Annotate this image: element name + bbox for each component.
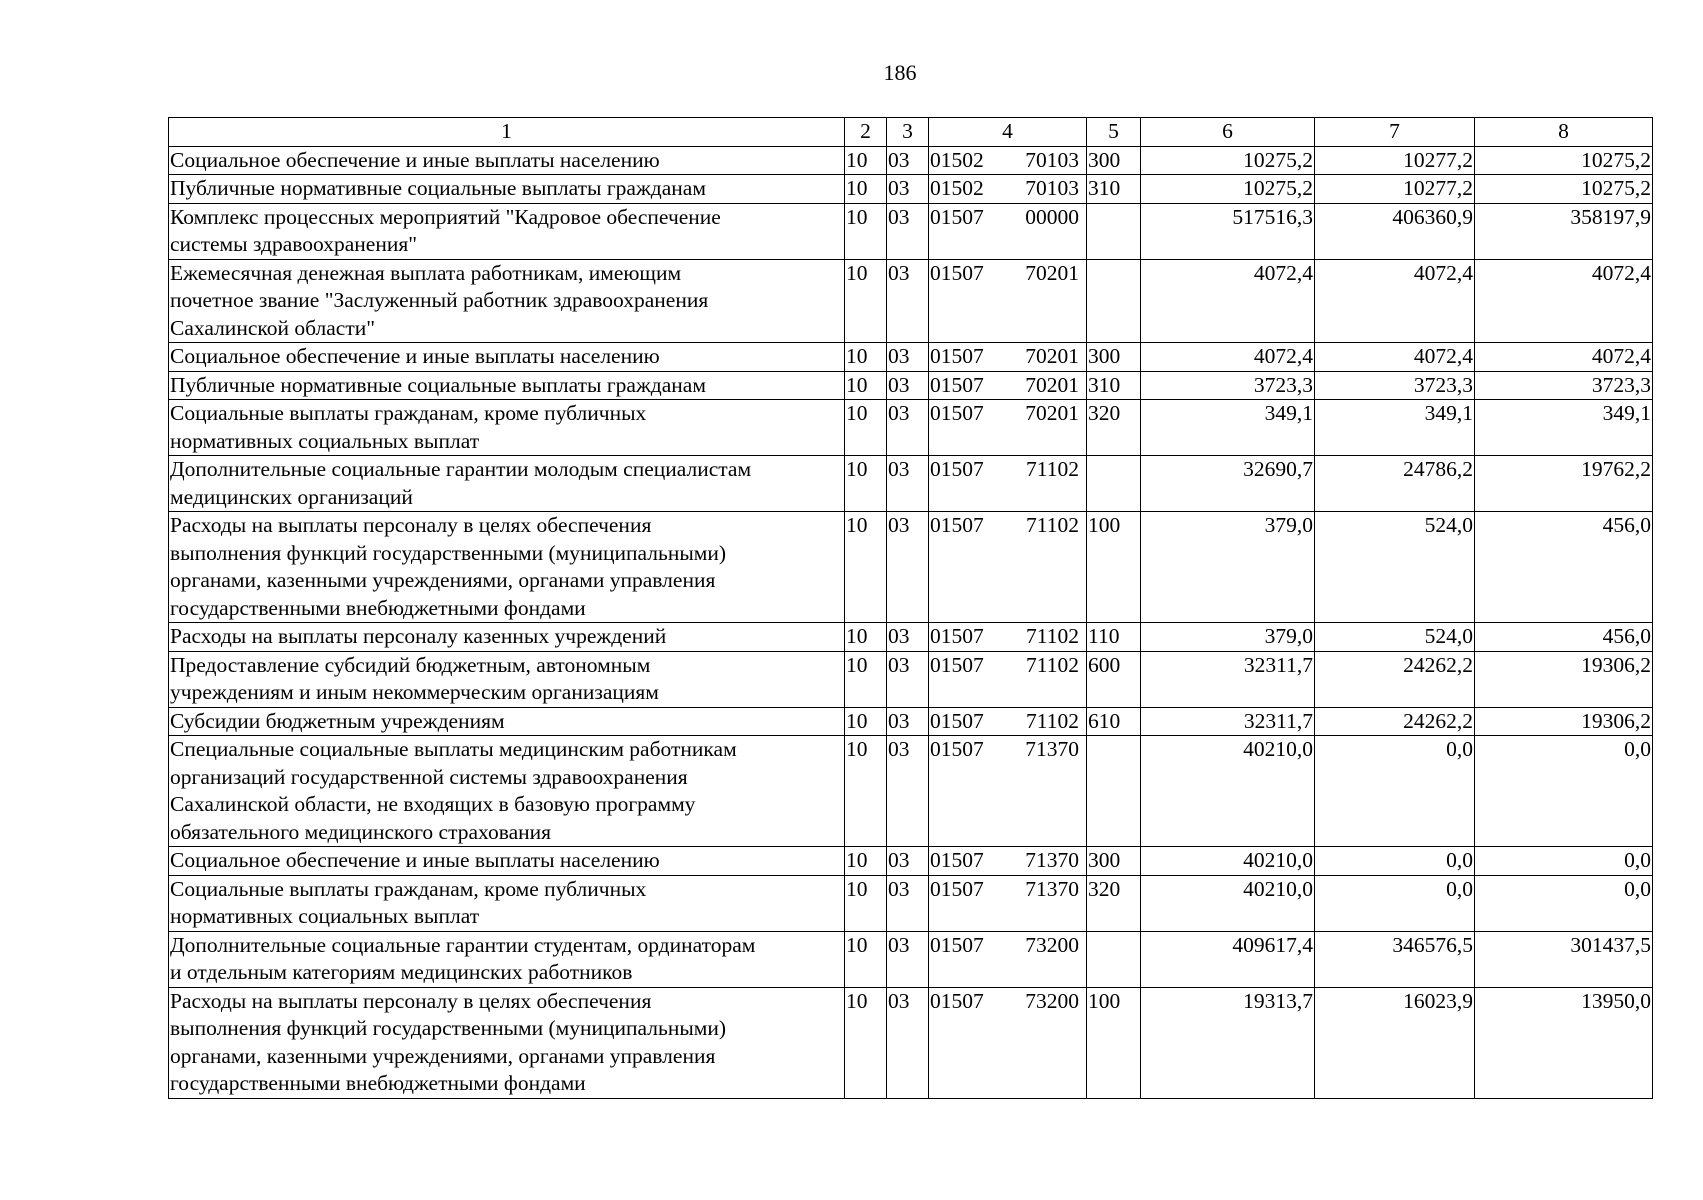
table-row bbox=[169, 175, 1653, 204]
program-code: 01507 bbox=[930, 457, 984, 481]
target-article-cell bbox=[929, 987, 1087, 1098]
amount-col6-cell: 32311,7 bbox=[1141, 707, 1315, 736]
amount-col7-cell: 4072,4 bbox=[1315, 343, 1475, 372]
expense-type-cell: 310 bbox=[1087, 371, 1141, 400]
expense-type-cell: 300 bbox=[1087, 146, 1141, 175]
program-code: 01507 bbox=[930, 988, 984, 1013]
subsection-code-cell: 03 bbox=[887, 371, 929, 400]
subsection-code-cell: 03 bbox=[887, 175, 929, 204]
direction-code: 71370 bbox=[1025, 737, 1079, 761]
expense-type-cell: 100 bbox=[1087, 512, 1141, 623]
amount-col6-cell: 19313,7 bbox=[1141, 987, 1315, 1098]
expense-type-cell: 100 bbox=[1087, 987, 1141, 1098]
expense-type-cell: 110 bbox=[1087, 623, 1141, 652]
program-code: 01507 bbox=[930, 708, 984, 733]
program-code: 01507 bbox=[930, 372, 984, 397]
row-name-cell: Ежемесячная денежная выплата работникам, имеющим почетное звание "Заслуженный работник здравоохранения Сахалинской области" bbox=[169, 259, 845, 343]
row-name-cell: Социальные выплаты гражданам, кроме публичных нормативных социальных выплат bbox=[169, 400, 845, 456]
program-code: 01507 bbox=[930, 876, 984, 901]
amount-col7-cell: 524,0 bbox=[1315, 623, 1475, 652]
amount-col8-cell: 19762,2 bbox=[1475, 456, 1653, 512]
target-article-cell bbox=[929, 175, 1087, 204]
program-code: 01507 bbox=[930, 624, 984, 648]
amount-col7-cell: 346576,5 bbox=[1315, 931, 1475, 987]
subsection-code-cell: 03 bbox=[887, 259, 929, 343]
header-row bbox=[169, 118, 1653, 147]
program-code: 01507 bbox=[930, 652, 984, 677]
target-article-cell bbox=[929, 847, 1087, 876]
section-code-cell: 10 bbox=[845, 175, 887, 204]
row-name-cell: Расходы на выплаты персоналу в целях обеспечения выполнения функций государственными (муниципальными) органами, казенными учреждениями, органами управления государственными внебюджетными фондами bbox=[169, 987, 845, 1098]
program-code: 01507 bbox=[930, 401, 984, 425]
table-row bbox=[169, 146, 1653, 175]
page-number: 186 bbox=[883, 60, 917, 85]
expense-type-cell bbox=[1087, 203, 1141, 259]
amount-col8-cell: 358197,9 bbox=[1475, 203, 1653, 259]
section-code-cell: 10 bbox=[845, 707, 887, 736]
table-row bbox=[169, 847, 1653, 876]
program-code: 01507 bbox=[930, 848, 984, 872]
amount-col6-cell: 40210,0 bbox=[1141, 736, 1315, 847]
amount-col7-cell: 24262,2 bbox=[1315, 651, 1475, 707]
table-body bbox=[169, 146, 1653, 1098]
section-code-cell: 10 bbox=[845, 343, 887, 372]
table-row bbox=[169, 512, 1653, 623]
amount-col8-cell: 0,0 bbox=[1475, 736, 1653, 847]
subsection-code-cell: 03 bbox=[887, 400, 929, 456]
direction-code: 70201 bbox=[1025, 344, 1079, 368]
row-name-cell: Субсидии бюджетным учреждениям bbox=[169, 707, 845, 736]
direction-code: 70103 bbox=[1025, 176, 1079, 200]
amount-col6-cell: 4072,4 bbox=[1141, 343, 1315, 372]
amount-col8-cell: 3723,3 bbox=[1475, 371, 1653, 400]
direction-code: 70201 bbox=[1025, 260, 1079, 285]
amount-col8-cell: 456,0 bbox=[1475, 623, 1653, 652]
amount-col7-cell: 0,0 bbox=[1315, 736, 1475, 847]
program-code: 01502 bbox=[930, 147, 984, 172]
amount-col6-cell: 40210,0 bbox=[1141, 847, 1315, 876]
amount-col8-cell: 0,0 bbox=[1475, 875, 1653, 931]
amount-col7-cell: 349,1 bbox=[1315, 400, 1475, 456]
subsection-code-cell: 03 bbox=[887, 987, 929, 1098]
table-row bbox=[169, 987, 1653, 1098]
direction-code: 70201 bbox=[1025, 401, 1079, 425]
amount-col8-cell: 10275,2 bbox=[1475, 146, 1653, 175]
amount-col8-cell: 19306,2 bbox=[1475, 651, 1653, 707]
expense-type-cell: 610 bbox=[1087, 707, 1141, 736]
amount-col6-cell: 32690,7 bbox=[1141, 456, 1315, 512]
program-code: 01507 bbox=[930, 204, 984, 229]
expense-type-cell: 310 bbox=[1087, 175, 1141, 204]
row-name-cell: Комплекс процессных мероприятий "Кадровое обеспечение системы здравоохранения" bbox=[169, 203, 845, 259]
row-name-cell: Социальное обеспечение и иные выплаты населению bbox=[169, 847, 845, 876]
table-row bbox=[169, 651, 1653, 707]
section-code-cell: 10 bbox=[845, 203, 887, 259]
target-article-cell bbox=[929, 707, 1087, 736]
amount-col6-cell: 10275,2 bbox=[1141, 146, 1315, 175]
section-code-cell: 10 bbox=[845, 987, 887, 1098]
row-name-cell: Дополнительные социальные гарантии молодым специалистам медицинских организаций bbox=[169, 456, 845, 512]
column-header: 2 bbox=[845, 118, 887, 147]
expense-type-cell: 600 bbox=[1087, 651, 1141, 707]
amount-col8-cell: 349,1 bbox=[1475, 400, 1653, 456]
amount-col6-cell: 379,0 bbox=[1141, 623, 1315, 652]
direction-code: 73200 bbox=[1025, 988, 1079, 1013]
table-row bbox=[169, 875, 1653, 931]
amount-col6-cell: 40210,0 bbox=[1141, 875, 1315, 931]
program-code: 01507 bbox=[930, 932, 984, 957]
subsection-code-cell: 03 bbox=[887, 456, 929, 512]
amount-col6-cell: 3723,3 bbox=[1141, 371, 1315, 400]
table-row bbox=[169, 456, 1653, 512]
section-code-cell: 10 bbox=[845, 259, 887, 343]
column-header: 6 bbox=[1141, 118, 1315, 147]
row-name-cell: Предоставление субсидий бюджетным, автономным учреждениям и иным некоммерческим организациям bbox=[169, 651, 845, 707]
section-code-cell: 10 bbox=[845, 736, 887, 847]
target-article-cell bbox=[929, 146, 1087, 175]
table-row bbox=[169, 707, 1653, 736]
amount-col7-cell: 16023,9 bbox=[1315, 987, 1475, 1098]
amount-col7-cell: 524,0 bbox=[1315, 512, 1475, 623]
subsection-code-cell: 03 bbox=[887, 707, 929, 736]
column-header: 1 bbox=[169, 118, 845, 147]
table-row bbox=[169, 736, 1653, 847]
amount-col8-cell: 0,0 bbox=[1475, 847, 1653, 876]
table-row bbox=[169, 203, 1653, 259]
target-article-cell bbox=[929, 623, 1087, 652]
target-article-cell bbox=[929, 875, 1087, 931]
amount-col7-cell: 10277,2 bbox=[1315, 146, 1475, 175]
direction-code: 00000 bbox=[1025, 204, 1079, 229]
amount-col6-cell: 10275,2 bbox=[1141, 175, 1315, 204]
table-row bbox=[169, 623, 1653, 652]
table-row bbox=[169, 343, 1653, 372]
program-code: 01502 bbox=[930, 176, 984, 200]
subsection-code-cell: 03 bbox=[887, 736, 929, 847]
section-code-cell: 10 bbox=[845, 875, 887, 931]
subsection-code-cell: 03 bbox=[887, 146, 929, 175]
subsection-code-cell: 03 bbox=[887, 847, 929, 876]
section-code-cell: 10 bbox=[845, 400, 887, 456]
target-article-cell bbox=[929, 400, 1087, 456]
amount-col6-cell: 379,0 bbox=[1141, 512, 1315, 623]
amount-col7-cell: 10277,2 bbox=[1315, 175, 1475, 204]
subsection-code-cell: 03 bbox=[887, 931, 929, 987]
section-code-cell: 10 bbox=[845, 371, 887, 400]
amount-col6-cell: 32311,7 bbox=[1141, 651, 1315, 707]
target-article-cell bbox=[929, 931, 1087, 987]
row-name-cell: Публичные нормативные социальные выплаты гражданам bbox=[169, 371, 845, 400]
table-row bbox=[169, 371, 1653, 400]
amount-col7-cell: 406360,9 bbox=[1315, 203, 1475, 259]
section-code-cell: 10 bbox=[845, 456, 887, 512]
amount-col6-cell: 517516,3 bbox=[1141, 203, 1315, 259]
program-code: 01507 bbox=[930, 344, 984, 368]
direction-code: 70201 bbox=[1025, 372, 1079, 397]
target-article-cell bbox=[929, 456, 1087, 512]
target-article-cell bbox=[929, 736, 1087, 847]
column-header: 8 bbox=[1475, 118, 1653, 147]
row-name-cell: Расходы на выплаты персоналу в целях обеспечения выполнения функций государственными (муниципальными) органами, казенными учреждениями, органами управления государственными внебюджетными фондами bbox=[169, 512, 845, 623]
subsection-code-cell: 03 bbox=[887, 203, 929, 259]
row-name-cell: Социальное обеспечение и иные выплаты населению bbox=[169, 343, 845, 372]
amount-col7-cell: 4072,4 bbox=[1315, 259, 1475, 343]
amount-col7-cell: 0,0 bbox=[1315, 847, 1475, 876]
section-code-cell: 10 bbox=[845, 931, 887, 987]
direction-code: 71102 bbox=[1026, 624, 1079, 648]
row-name-cell: Социальное обеспечение и иные выплаты населению bbox=[169, 146, 845, 175]
section-code-cell: 10 bbox=[845, 651, 887, 707]
amount-col6-cell: 4072,4 bbox=[1141, 259, 1315, 343]
direction-code: 71370 bbox=[1025, 876, 1079, 901]
table-row bbox=[169, 931, 1653, 987]
target-article-cell bbox=[929, 203, 1087, 259]
table-row bbox=[169, 259, 1653, 343]
amount-col8-cell: 19306,2 bbox=[1475, 707, 1653, 736]
target-article-cell bbox=[929, 343, 1087, 372]
amount-col8-cell: 4072,4 bbox=[1475, 343, 1653, 372]
row-name-cell: Социальные выплаты гражданам, кроме публичных нормативных социальных выплат bbox=[169, 875, 845, 931]
amount-col7-cell: 24786,2 bbox=[1315, 456, 1475, 512]
subsection-code-cell: 03 bbox=[887, 512, 929, 623]
direction-code: 71102 bbox=[1026, 708, 1079, 733]
expense-type-cell bbox=[1087, 931, 1141, 987]
row-name-cell: Специальные социальные выплаты медицинским работникам организаций государственной системы здравоохранения Сахалинской области, не входящих в базовую программу обязательного медицинского страхования bbox=[169, 736, 845, 847]
expense-type-cell: 320 bbox=[1087, 875, 1141, 931]
subsection-code-cell: 03 bbox=[887, 651, 929, 707]
expense-type-cell: 300 bbox=[1087, 847, 1141, 876]
section-code-cell: 10 bbox=[845, 623, 887, 652]
program-code: 01507 bbox=[930, 513, 984, 537]
direction-code: 71102 bbox=[1026, 652, 1079, 677]
amount-col8-cell: 301437,5 bbox=[1475, 931, 1653, 987]
direction-code: 70103 bbox=[1025, 147, 1079, 172]
column-header: 7 bbox=[1315, 118, 1475, 147]
section-code-cell: 10 bbox=[845, 847, 887, 876]
amount-col7-cell: 24262,2 bbox=[1315, 707, 1475, 736]
table-row bbox=[169, 400, 1653, 456]
target-article-cell bbox=[929, 371, 1087, 400]
direction-code: 71370 bbox=[1025, 848, 1079, 872]
column-header: 5 bbox=[1087, 118, 1141, 147]
program-code: 01507 bbox=[930, 260, 984, 285]
row-name-cell: Дополнительные социальные гарантии студентам, ординаторам и отдельным категориям медицинских работников bbox=[169, 931, 845, 987]
direction-code: 71102 bbox=[1026, 457, 1079, 481]
expense-type-cell bbox=[1087, 736, 1141, 847]
subsection-code-cell: 03 bbox=[887, 875, 929, 931]
target-article-cell bbox=[929, 512, 1087, 623]
amount-col6-cell: 409617,4 bbox=[1141, 931, 1315, 987]
target-article-cell bbox=[929, 259, 1087, 343]
amount-col8-cell: 4072,4 bbox=[1475, 259, 1653, 343]
amount-col8-cell: 13950,0 bbox=[1475, 987, 1653, 1098]
budget-table bbox=[168, 117, 1653, 1099]
column-header: 4 bbox=[929, 118, 1087, 147]
column-header: 3 bbox=[887, 118, 929, 147]
amount-col7-cell: 3723,3 bbox=[1315, 371, 1475, 400]
expense-type-cell bbox=[1087, 259, 1141, 343]
subsection-code-cell: 03 bbox=[887, 343, 929, 372]
target-article-cell bbox=[929, 651, 1087, 707]
amount-col8-cell: 10275,2 bbox=[1475, 175, 1653, 204]
amount-col8-cell: 456,0 bbox=[1475, 512, 1653, 623]
direction-code: 71102 bbox=[1026, 513, 1079, 537]
subsection-code-cell: 03 bbox=[887, 623, 929, 652]
section-code-cell: 10 bbox=[845, 146, 887, 175]
direction-code: 73200 bbox=[1025, 932, 1079, 957]
program-code: 01507 bbox=[930, 737, 984, 761]
amount-col6-cell: 349,1 bbox=[1141, 400, 1315, 456]
section-code-cell: 10 bbox=[845, 512, 887, 623]
row-name-cell: Расходы на выплаты персоналу казенных учреждений bbox=[169, 623, 845, 652]
amount-col7-cell: 0,0 bbox=[1315, 875, 1475, 931]
row-name-cell: Публичные нормативные социальные выплаты гражданам bbox=[169, 175, 845, 204]
expense-type-cell: 300 bbox=[1087, 343, 1141, 372]
expense-type-cell: 320 bbox=[1087, 400, 1141, 456]
expense-type-cell bbox=[1087, 456, 1141, 512]
